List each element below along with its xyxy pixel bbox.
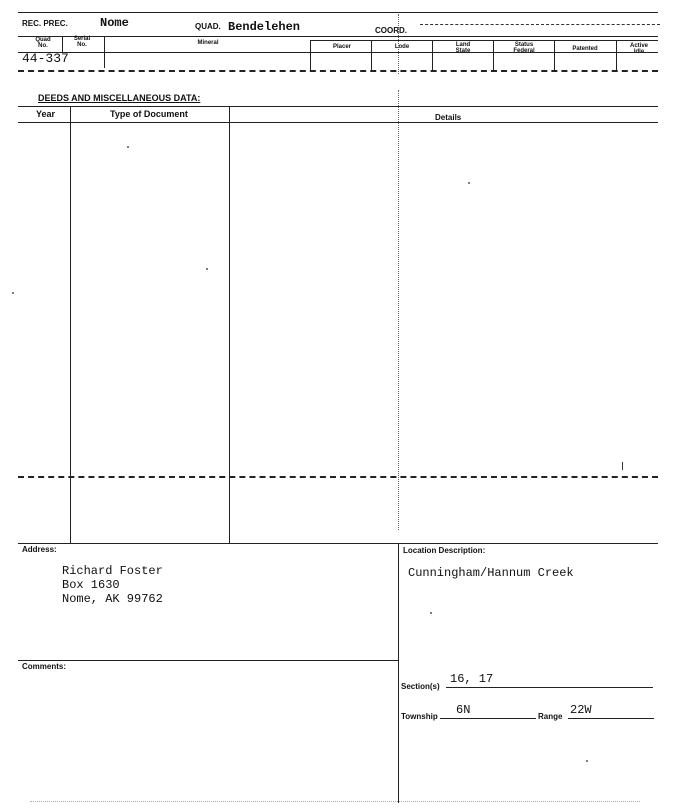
sections-value: 16, 17: [450, 672, 494, 686]
scan-speck: [468, 182, 470, 184]
quad-no-header: Quad No.: [35, 37, 51, 49]
top-rule: [18, 12, 658, 13]
type-of-document-header: Type of Document: [110, 109, 188, 119]
scan-noise-rule: [30, 801, 640, 802]
coord-label: COORD.: [375, 26, 407, 35]
rec-prec-label: REC. PREC.: [22, 19, 68, 28]
sections-underline: [446, 687, 653, 688]
deeds-header-rule: [18, 122, 658, 123]
status-federal-header: Status Federal: [513, 42, 535, 54]
header-rule: [18, 36, 658, 37]
patented-header: Patented: [572, 46, 598, 52]
rec-prec-value: Nome: [100, 16, 129, 30]
range-underline: [568, 718, 654, 719]
address-label: Address:: [22, 545, 57, 554]
township-value: 6N: [456, 703, 471, 717]
header-bottom-rule: [18, 52, 658, 53]
range-label: Range: [538, 712, 563, 721]
scan-mark: [622, 462, 623, 470]
township-underline: [440, 718, 536, 719]
range-value: 22W: [570, 703, 592, 717]
type-divider: [229, 106, 230, 544]
address-line-2: Box 1630: [62, 578, 120, 592]
address-line-3: Nome, AK 99762: [62, 592, 163, 606]
details-header: Details: [435, 113, 462, 122]
lower-top-rule: [18, 543, 658, 544]
record-row-rule: [18, 70, 658, 72]
location-value: Cunningham/Hannum Creek: [408, 566, 574, 580]
quad-value: Bendelehen: [228, 20, 301, 34]
township-label: Township: [401, 712, 438, 721]
quad-label: QUAD.: [195, 22, 221, 31]
comments-rule: [18, 660, 398, 661]
sections-label: Section(s): [401, 682, 440, 691]
land-state-header: Land State: [455, 42, 471, 54]
mineral-header: Mineral: [197, 40, 219, 46]
status-group-rule: [310, 40, 658, 41]
scan-speck: [127, 146, 129, 148]
scan-speck: [12, 292, 14, 294]
location-label: Location Description:: [403, 546, 486, 555]
coord-rule: [420, 24, 660, 25]
year-header: Year: [36, 109, 56, 119]
deeds-top-rule: [18, 106, 658, 107]
comments-label: Comments:: [22, 662, 67, 671]
scan-speck: [206, 268, 208, 270]
scan-speck: [586, 760, 588, 762]
lower-divider: [398, 543, 399, 803]
deeds-mid-rule: [18, 476, 658, 478]
quad-no-value: 44-337: [22, 51, 69, 66]
scan-speck: [430, 612, 432, 614]
deeds-heading: DEEDS AND MISCELLANEOUS DATA:: [38, 93, 201, 103]
active-idle-header: Active Idle: [629, 43, 648, 55]
year-divider: [70, 106, 71, 544]
lode-header: Lode: [394, 44, 410, 50]
placer-header: Placer: [332, 44, 351, 50]
address-line-1: Richard Foster: [62, 564, 163, 578]
serial-no-header: Serial No.: [73, 36, 91, 48]
